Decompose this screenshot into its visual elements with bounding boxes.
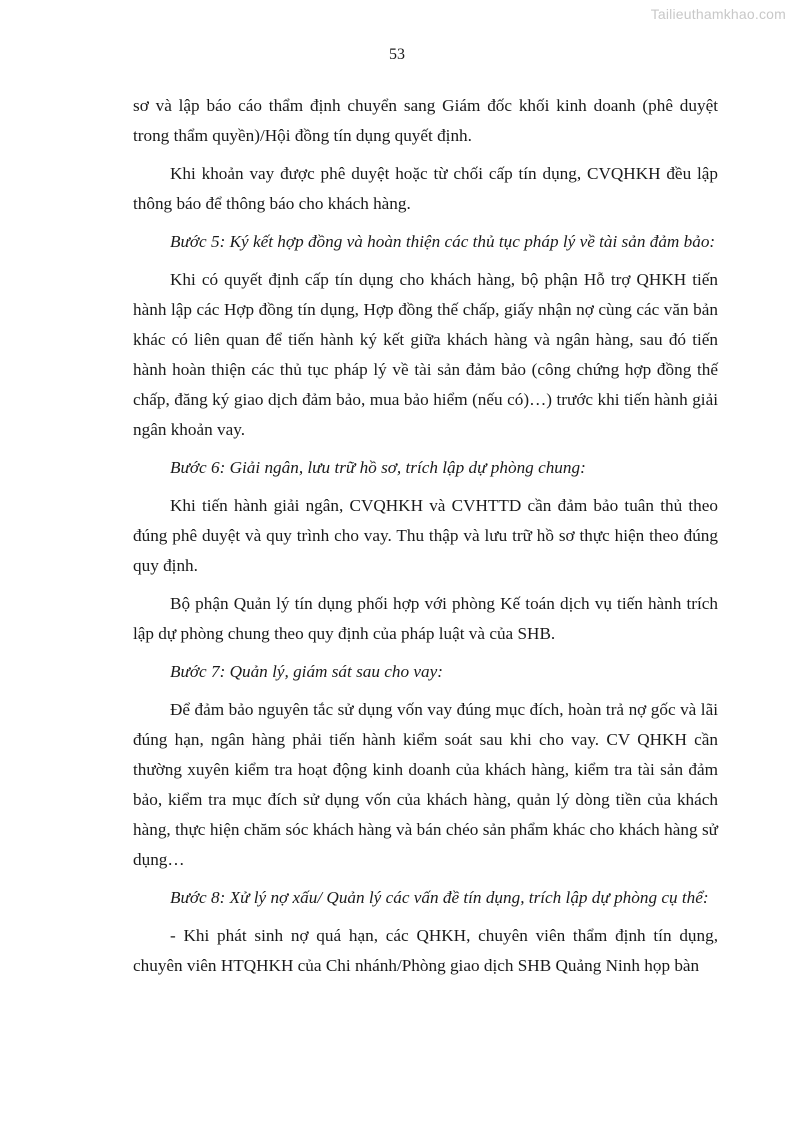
paragraph-continuation: sơ và lập báo cáo thẩm định chuyển sang Giám đốc khối kinh doanh (phê duyệt trong thẩm quyền)/Hội đồng tín dụng quyết định. (133, 96, 718, 145)
paragraph-disbursement: Khi tiến hành giải ngân, CVQHKH và CVHTTD cần đảm bảo tuân thủ theo đúng phê duyệt và quy trình cho vay. Thu thập và lưu trữ hồ sơ thực hiện theo đúng quy định. (133, 496, 718, 575)
step-5-heading: Bước 5: Ký kết hợp đồng và hoàn thiện các thủ tục pháp lý về tài sản đảm bảo: (170, 232, 716, 251)
paragraph-general-provision: Bộ phận Quản lý tín dụng phối hợp với phòng Kế toán dịch vụ tiến hành trích lập dự phòng chung theo quy định của pháp luật và của SHB. (133, 594, 718, 643)
paragraph-contract-signing: Khi có quyết định cấp tín dụng cho khách hàng, bộ phận Hỗ trợ QHKH tiến hành lập các Hợp đồng tín dụng, Hợp đồng thế chấp, giấy nhận nợ cùng các văn bản khác có liên quan để tiến hành ký kết giữa khách hàng và ngân hàng, sau đó tiến hành hoàn thiện các thủ tục pháp lý về tài sản đảm bảo (công chứng hợp đồng thế chấp, đăng ký giao dịch đảm bảo, mua bảo hiểm (nếu có)…) trước khi tiến hành giải ngân khoản vay. (133, 270, 718, 439)
step-8-heading: Bước 8: Xử lý nợ xấu/ Quản lý các vấn đề tín dụng, trích lập dự phòng cụ thể: (170, 888, 709, 907)
step-7-heading: Bước 7: Quản lý, giám sát sau cho vay: (170, 662, 443, 681)
document-body (133, 91, 718, 981)
paragraph-post-loan-monitoring: Để đảm bảo nguyên tắc sử dụng vốn vay đúng mục đích, hoàn trả nợ gốc và lãi đúng hạn, ngân hàng phải tiến hành kiểm soát sau khi cho vay. CV QHKH cần thường xuyên kiểm tra hoạt động kinh doanh của khách hàng, kiểm tra tài sản đảm bảo, kiểm tra mục đích sử dụng vốn của khách hàng, quản lý dòng tiền của khách hàng, thực hiện chăm sóc khách hàng và bán chéo sản phẩm khác cho khách hàng sử dụng… (133, 700, 718, 869)
paragraph-bad-debt-handling: - Khi phát sinh nợ quá hạn, các QHKH, chuyên viên thẩm định tín dụng, chuyên viên HTQHKH của Chi nhánh/Phòng giao dịch SHB Quảng Ninh họp bàn (133, 926, 718, 975)
watermark-text: Tailieuthamkhao.com (650, 6, 786, 22)
paragraph-approval-notice: Khi khoản vay được phê duyệt hoặc từ chối cấp tín dụng, CVQHKH đều lập thông báo để thông báo cho khách hàng. (133, 164, 718, 213)
page-number: 53 (389, 46, 405, 63)
step-6-heading: Bước 6: Giải ngân, lưu trữ hồ sơ, trích lập dự phòng chung: (170, 458, 586, 477)
